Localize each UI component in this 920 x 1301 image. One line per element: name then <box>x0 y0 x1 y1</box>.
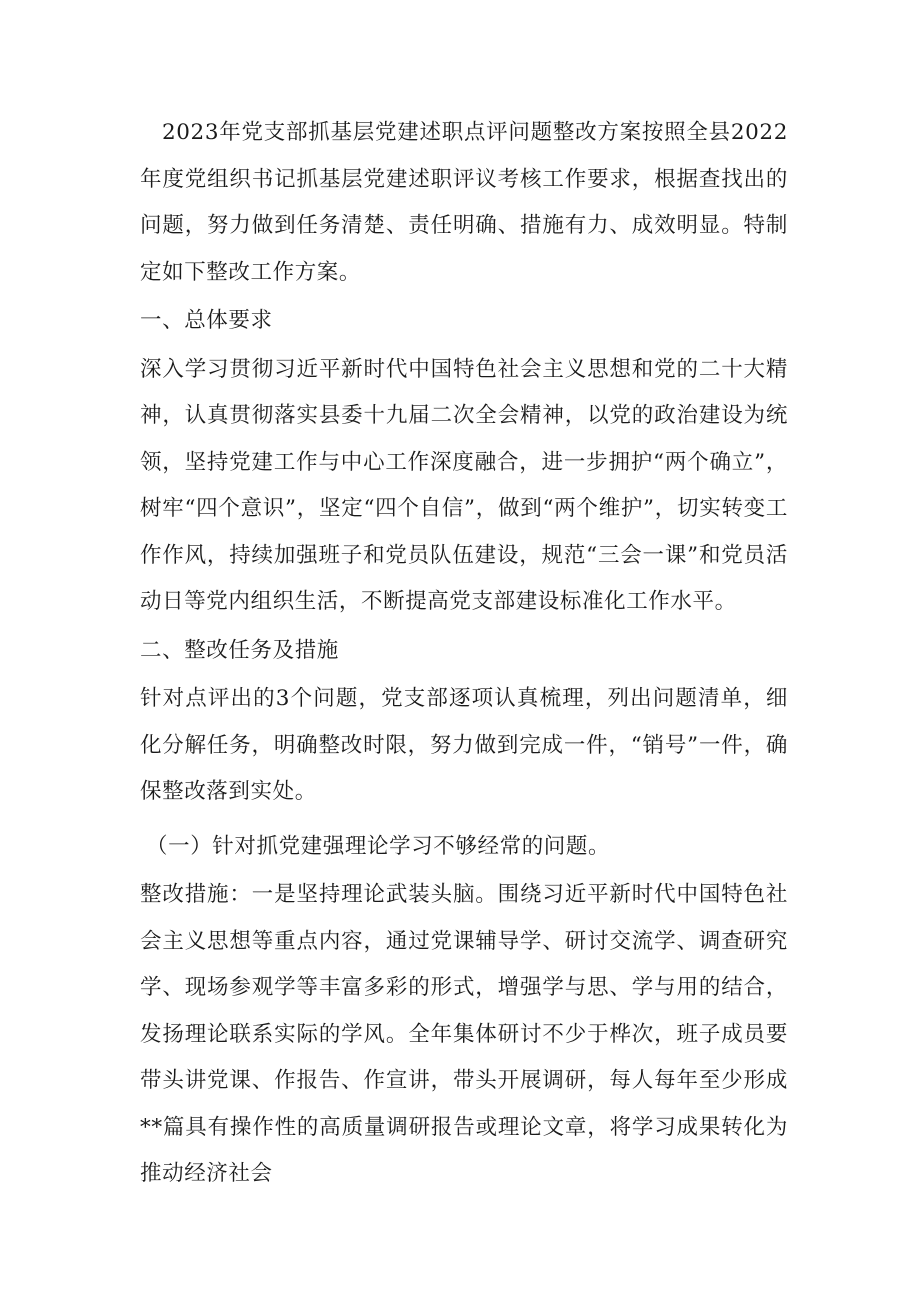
document-page <box>140 110 788 1198</box>
item-heading-theory-study: （一）针对抓党建强理论学习不够经常的问题。 <box>146 833 611 859</box>
tasks-measures-paragraph: 针对点评出的3个问题，党支部逐项认真梳理，列出问题清单，细化分解任务，明确整改时限，努力做到完成一件，“销号”一件，确保整改落到实处。 <box>140 686 788 804</box>
theory-study-measures-paragraph: 整改措施：一是坚持理论武装头脑。围绕习近平新时代中国特色社会主义思想等重点内容，通过党课辅导学、研讨交流学、调查研究学、现场参观学等丰富多彩的形式，增强学与思、学与用的结合，发扬理论联系实际的学风。全年集体研讨不少于桦次，班子成员要带头讲党课、作报告、作宣讲，带头开展调研，每人每年至少形成**篇具有操作性的高质量调研报告或理论文章，将学习成果转化为推动经济社会 <box>140 882 788 1186</box>
section-heading-overall-requirements: 一、总体要求 <box>140 308 273 333</box>
section-heading-tasks-measures: 二、整改任务及措施 <box>140 637 339 663</box>
intro-paragraph: 2023年党支部抓基层党建述职点评问题整改方案按照全县2022年度党组织书记抓基层党建述职评议考核工作要求，根据查找出的问题，努力做到任务清楚、责任明确、措施有力、成效明显。特制定如下整改工作方案。 <box>140 120 788 285</box>
overall-requirements-paragraph: 深入学习贯彻习近平新时代中国特色社会主义思想和党的二十大精神，认真贯彻落实县委十九届二次全会精神，以党的政治建设为统领，坚持党建工作与中心工作深度融合，进一步拥护“两个确立”，树牢“四个意识”，坚定“四个自信”，做到“两个维护”，切实转变工作作风，持续加强班子和党员队伍建设，规范“三会一课”和党员活动日等党内组织生活，不断提高党支部建设标准化工作水平。 <box>140 356 788 614</box>
